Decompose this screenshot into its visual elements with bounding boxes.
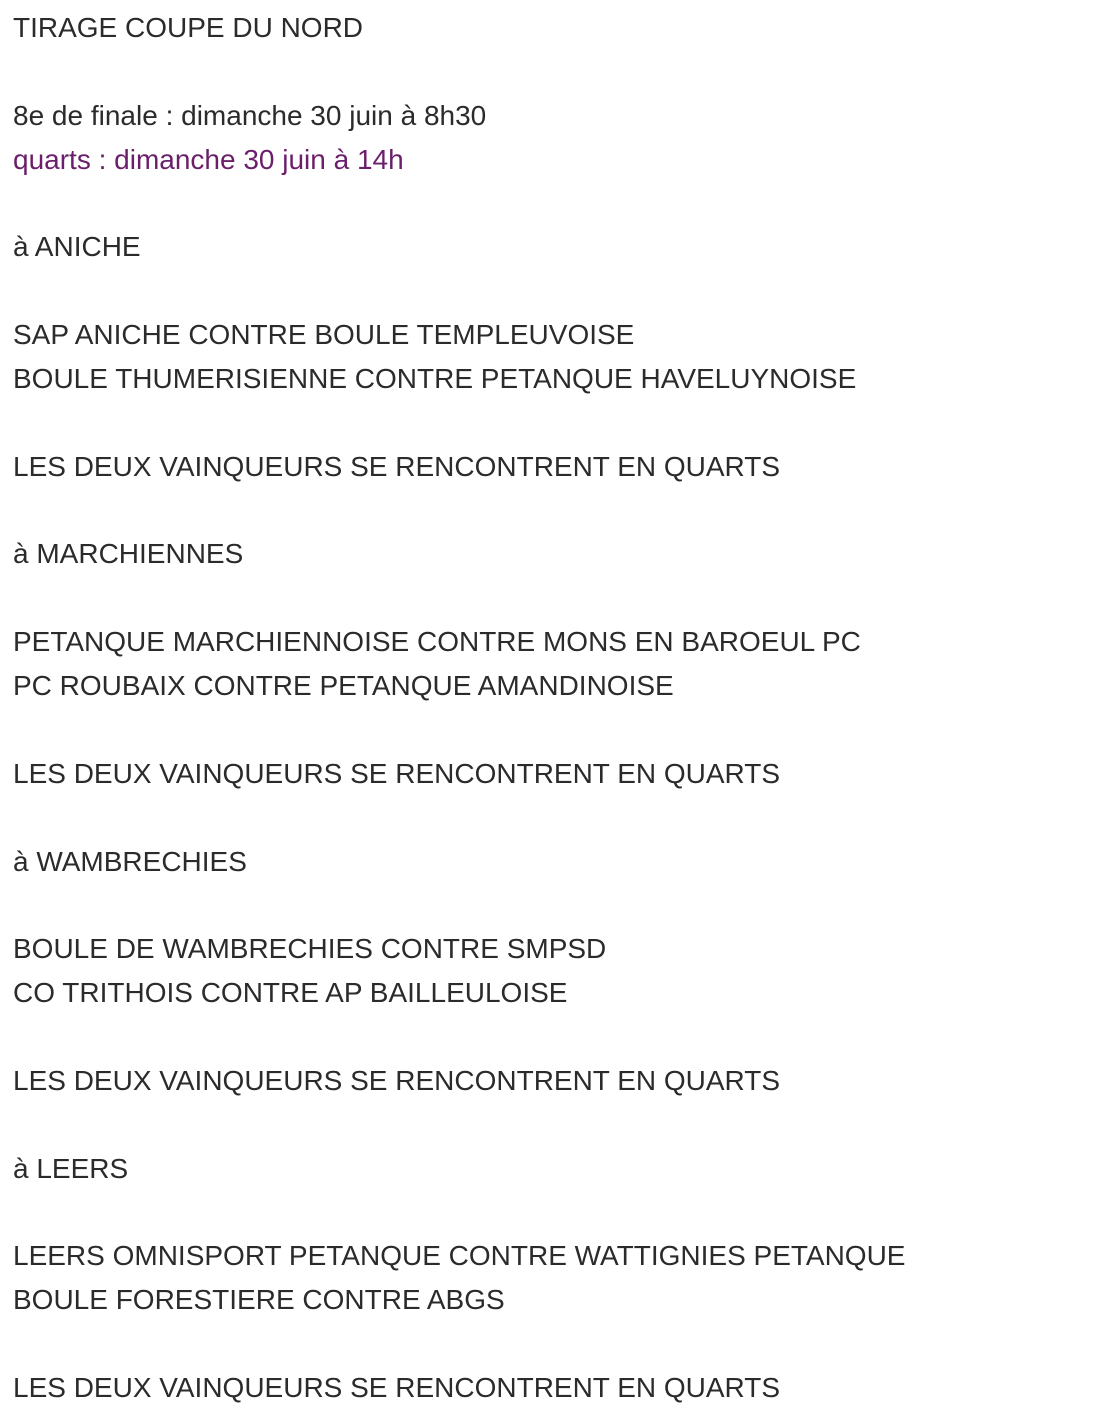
match-line: BOULE FORESTIERE CONTRE ABGS	[13, 1284, 505, 1315]
match-line: SAP ANICHE CONTRE BOULE TEMPLEUVOISE	[13, 319, 635, 350]
venue-leers: à LEERS	[13, 1153, 129, 1184]
quarters-note: LES DEUX VAINQUEURS SE RENCONTRENT EN QUARTS	[13, 1065, 781, 1096]
venue-marchiennes: à MARCHIENNES	[13, 538, 244, 569]
match-line: CO TRITHOIS CONTRE AP BAILLEULOISE	[13, 977, 568, 1008]
match-line: BOULE DE WAMBRECHIES CONTRE SMPSD	[13, 933, 607, 964]
quarters-note: LES DEUX VAINQUEURS SE RENCONTRENT EN QUARTS	[13, 451, 781, 482]
quarters-note: LES DEUX VAINQUEURS SE RENCONTRENT EN QUARTS	[13, 1372, 781, 1403]
schedule-quarters: quarts : dimanche 30 juin à 14h	[13, 144, 404, 175]
quarters-note: LES DEUX VAINQUEURS SE RENCONTRENT EN QUARTS	[13, 758, 781, 789]
match-line: BOULE THUMERISIENNE CONTRE PETANQUE HAVELUYNOISE	[13, 363, 857, 394]
match-line: LEERS OMNISPORT PETANQUE CONTRE WATTIGNIES PETANQUE	[13, 1240, 906, 1271]
venue-aniche: à ANICHE	[13, 231, 141, 262]
schedule-eighths: 8e de finale : dimanche 30 juin à 8h30	[13, 100, 487, 131]
page-title: TIRAGE COUPE DU NORD	[13, 12, 364, 43]
match-line: PETANQUE MARCHIENNOISE CONTRE MONS EN BAROEUL PC	[13, 626, 861, 657]
venue-wambrechies: à WAMBRECHIES	[13, 846, 247, 877]
match-line: PC ROUBAIX CONTRE PETANQUE AMANDINOISE	[13, 670, 674, 701]
